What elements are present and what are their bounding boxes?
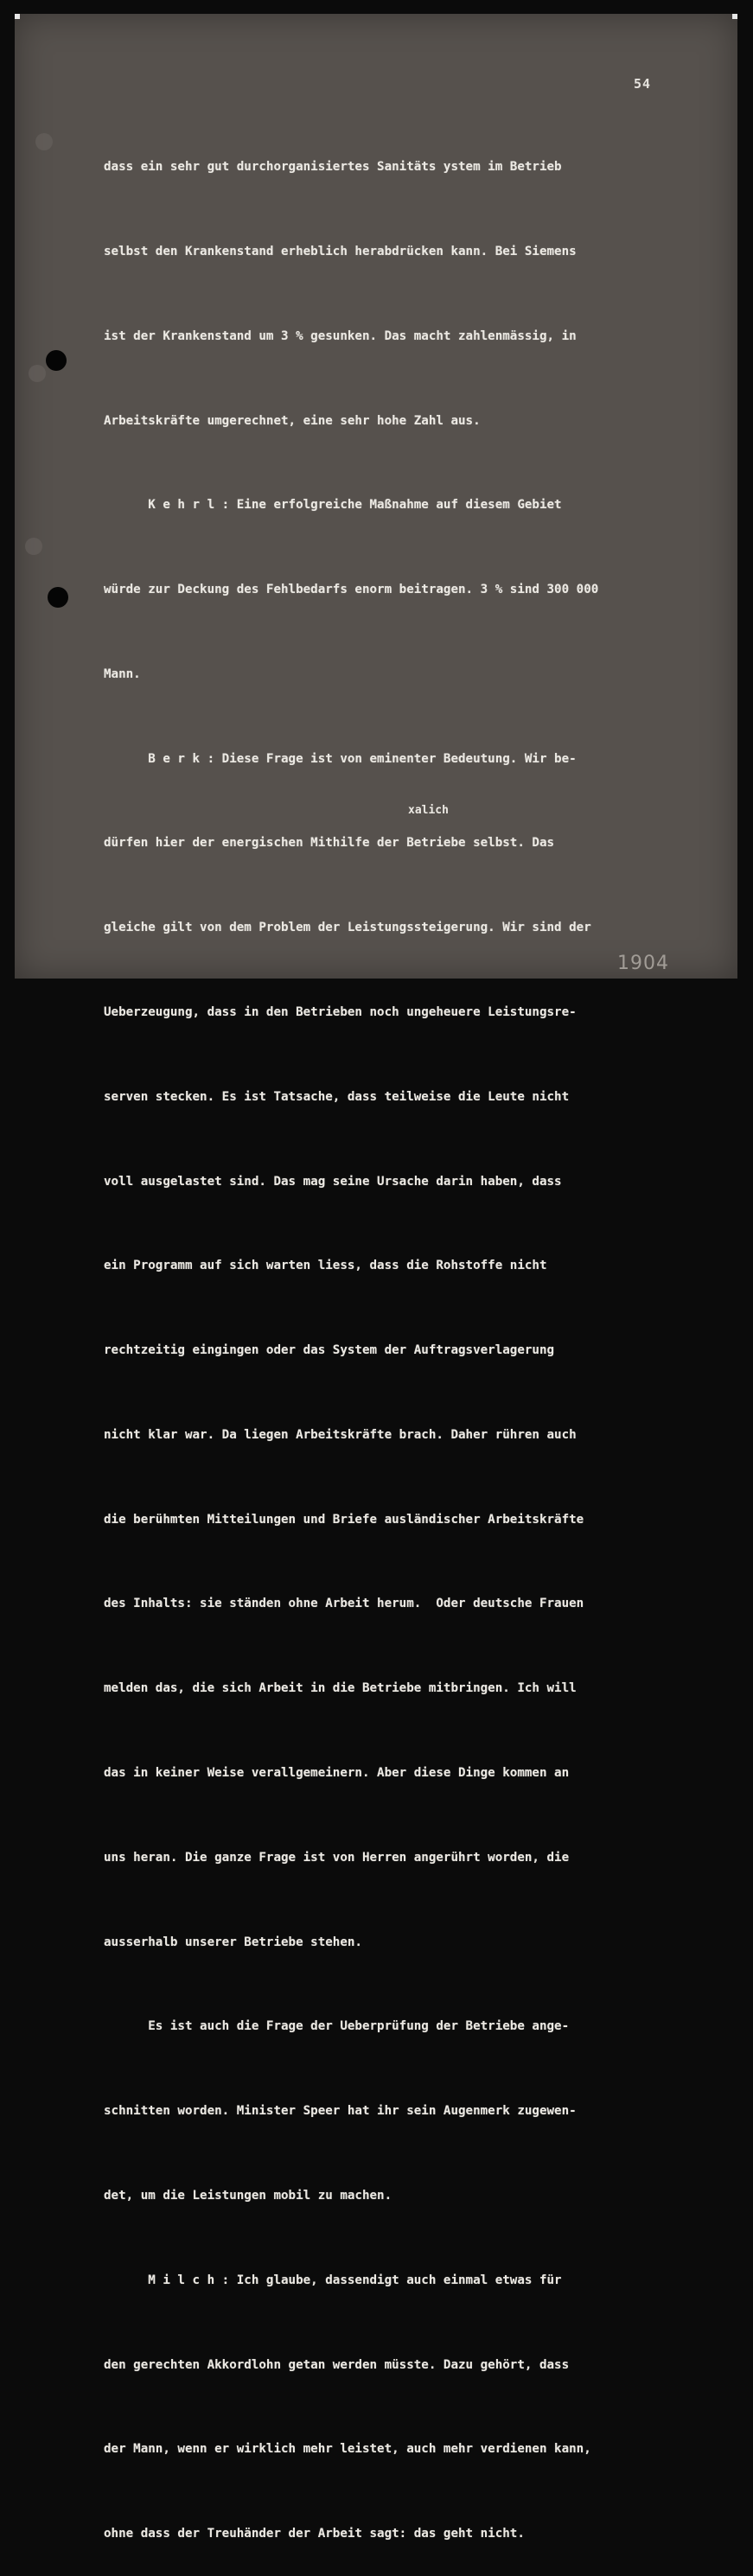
text-line: det, um die Leistungen mobil zu machen.	[104, 2188, 392, 2203]
text-line: Mann.	[104, 666, 141, 681]
text-line: uns heran. Die ganze Frage ist von Herren angerührt worden, die	[104, 1850, 570, 1865]
text-line: das in keiner Weise verallgemeinern. Aber diese Dinge kommen an	[104, 1766, 570, 1781]
text-line: den gerechten Akkordlohn getan werden müsste. Dazu gehört, dass	[104, 2357, 570, 2372]
page-number: 54	[634, 76, 652, 92]
corner-mark-top-left	[15, 14, 20, 19]
punch-hole	[48, 587, 68, 608]
text-line: M i l c h : Ich glaube, dassendigt auch einmal etwas für	[104, 2273, 562, 2287]
corner-mark-top-right	[732, 14, 737, 19]
text-line: ausserhalb unserer Betriebe stehen.	[104, 1935, 362, 1949]
handwritten-insert: xalich	[408, 804, 449, 817]
text-line: K e h r l : Eine erfolgreiche Maßnahme auf diesem Gebiet	[104, 498, 562, 513]
text-line: serven stecken. Es ist Tatsache, dass teilweise die Leute nicht	[104, 1089, 570, 1104]
text-line: ist der Krankenstand um 3 % gesunken. Das macht zahlenmässig, in	[104, 328, 577, 343]
punch-hole	[46, 350, 67, 371]
text-line: würde zur Deckung des Fehlbedarfs enorm beitragen. 3 % sind 300 000	[104, 583, 599, 597]
text-line: rechtzeitig eingingen oder das System der Auftragsverlagerung	[104, 1343, 555, 1358]
text-line: selbst den Krankenstand erheblich herabdrücken kann. Bei Siemens	[104, 244, 577, 258]
punch-hole-ghost	[25, 538, 42, 555]
text-line: dürfen hier der energischen Mithilfe der Betriebe selbst. Das	[104, 836, 555, 851]
text-line: nicht klar war. Da liegen Arbeitskräfte brach. Daher rühren auch	[104, 1427, 577, 1442]
text-line: Es ist auch die Frage der Ueberprüfung der Betriebe ange-	[104, 2019, 570, 2034]
text-line: voll ausgelastet sind. Das mag seine Ursache darin haben, dass	[104, 1174, 562, 1189]
text-line: melden das, die sich Arbeit in die Betriebe mitbringen. Ich will	[104, 1681, 577, 1696]
text-line: ein Programm auf sich warten liess, dass die Rohstoffe nicht	[104, 1259, 547, 1273]
text-line: die berühmten Mitteilungen und Briefe ausländischer Arbeitskräfte	[104, 1512, 584, 1527]
text-line: Arbeitskräfte umgerechnet, eine sehr hohe Zahl aus.	[104, 413, 481, 428]
text-line: dass ein sehr gut durchorganisiertes Sanitäts ystem im Betrieb	[104, 160, 562, 175]
text-line: ohne dass der Treuhänder der Arbeit sagt: das geht nicht.	[104, 2527, 525, 2541]
archive-number: 1904	[617, 953, 669, 974]
text-line: B e r k : Diese Frage ist von eminenter Bedeutung. Wir be-	[104, 751, 577, 766]
typewritten-body	[104, 97, 692, 2576]
text-line: gleiche gilt von dem Problem der Leistungssteigerung. Wir sind der	[104, 921, 591, 935]
text-line: der Mann, wenn er wirklich mehr leistet, auch mehr verdienen kann,	[104, 2442, 591, 2457]
punch-hole-ghost	[29, 365, 46, 382]
text-line: Ueberzeugung, dass in den Betrieben noch ungeheuere Leistungsre-	[104, 1005, 577, 1019]
text-line: schnitten worden. Minister Speer hat ihr sein Augenmerk zugewen-	[104, 2104, 577, 2119]
text-line: des Inhalts: sie ständen ohne Arbeit herum. Oder deutsche Frauen	[104, 1597, 584, 1611]
punch-hole-ghost	[35, 133, 53, 150]
